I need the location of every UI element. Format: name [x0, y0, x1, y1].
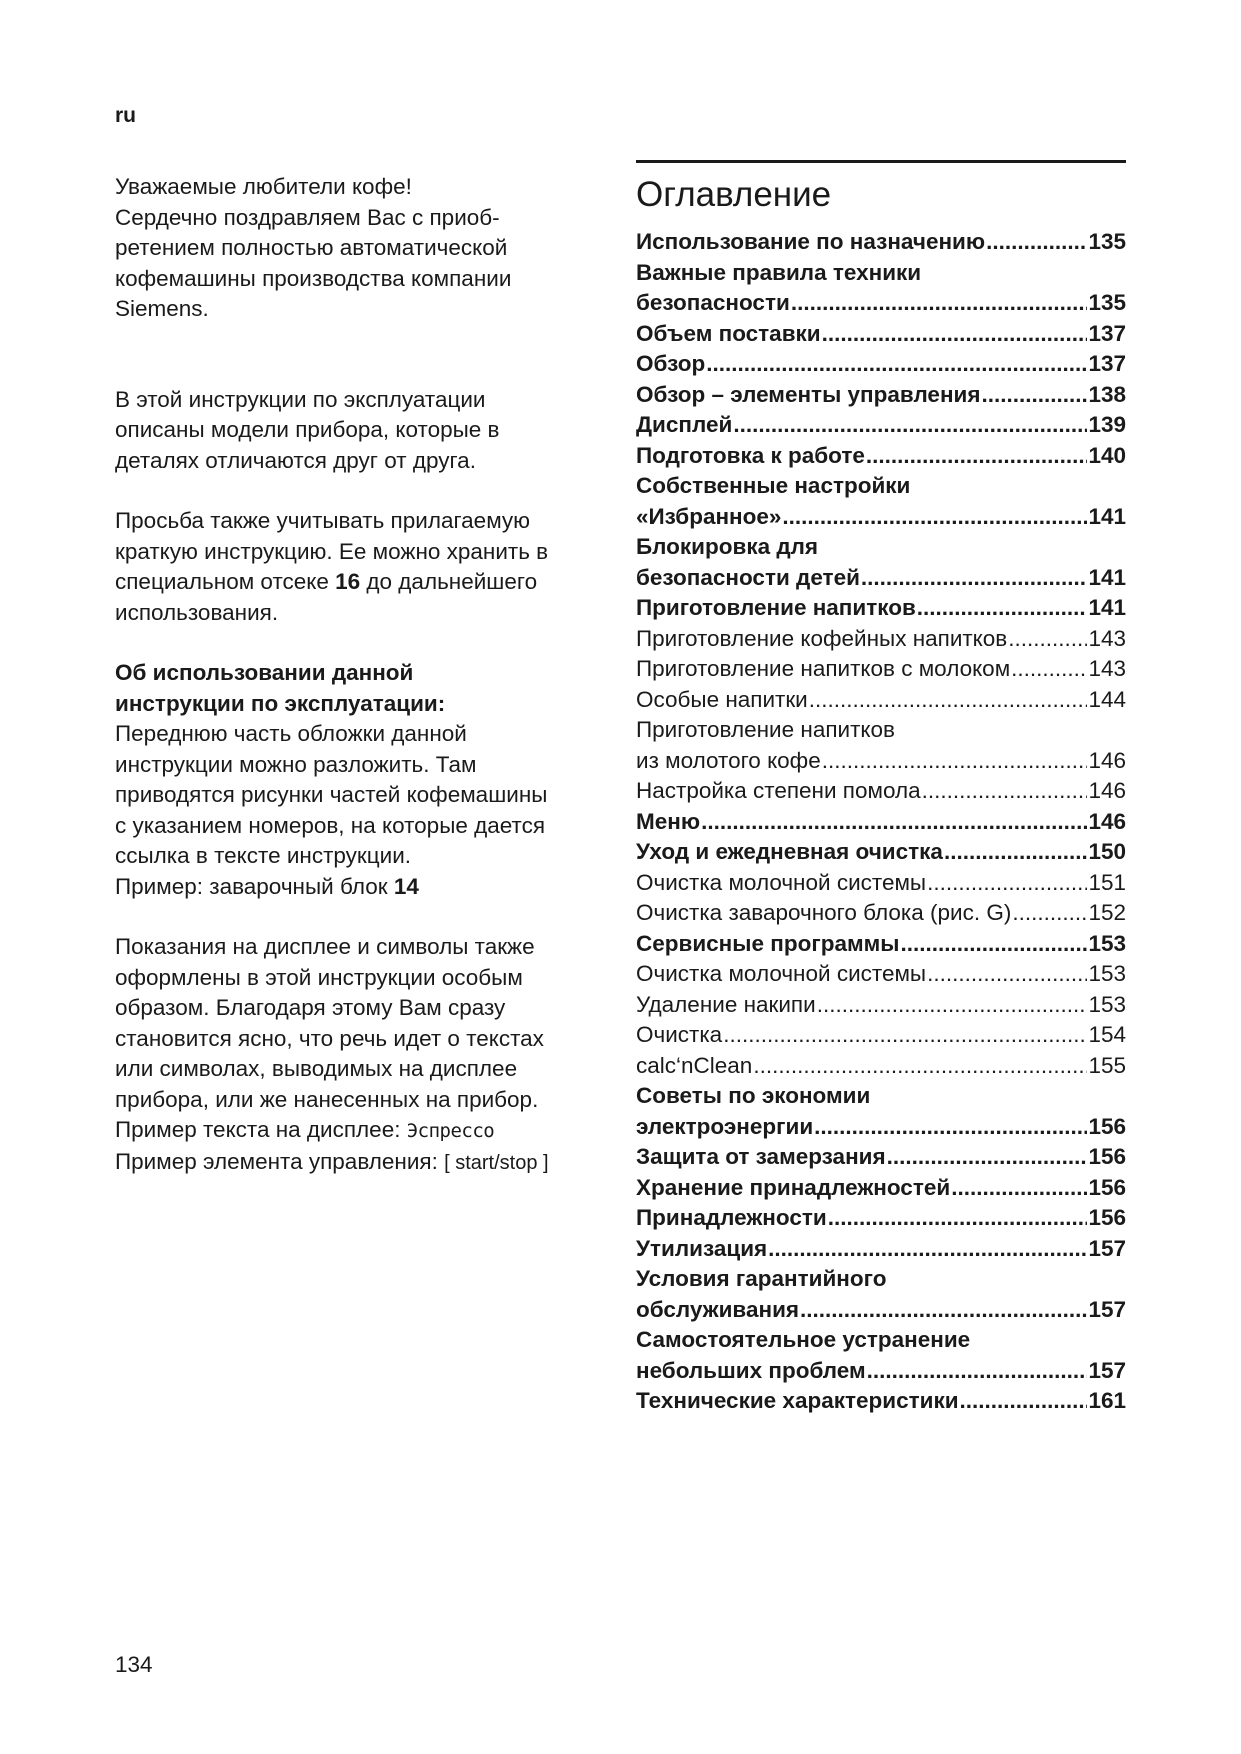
about-heading: инструкции по эксплуатации: — [115, 690, 446, 716]
intro-column — [115, 172, 610, 1178]
toc-entry-title: безопасности — [636, 290, 790, 315]
toc-entry-page: 135 — [1088, 229, 1126, 254]
toc-title: Оглавление — [636, 175, 832, 214]
toc-entry-title: Хранение принадлежностей — [636, 1174, 951, 1200]
toc-entry-title: Обзор — [636, 351, 706, 376]
toc-entry-page: 154 — [1088, 1022, 1126, 1047]
display-example — [115, 1115, 610, 1147]
toc-entry-page: 157 — [1088, 1296, 1126, 1322]
toc-entry-continued[interactable]: Приготовление напитков — [636, 717, 895, 742]
toc-entry-page: 156 — [1088, 1113, 1126, 1139]
toc-entry[interactable] — [636, 1173, 1126, 1204]
toc-dot-leader — [817, 990, 1088, 1021]
toc-entry[interactable] — [636, 1295, 1126, 1326]
display-line: оформлены в этой инструкции особым — [115, 964, 523, 990]
toc-entry-page: 146 — [1088, 808, 1126, 834]
toc-entry-page: 141 — [1088, 503, 1126, 529]
toc-dot-leader — [861, 563, 1088, 594]
toc-dot-leader — [960, 1386, 1088, 1417]
short-guide-text: до дальнейшего — [360, 569, 538, 594]
toc-dot-leader — [809, 685, 1088, 716]
toc-entry-page: 143 — [1088, 656, 1126, 681]
toc-entry-title: Меню — [636, 808, 701, 834]
toc-dot-leader — [782, 502, 1087, 533]
toc-entry-page: 140 — [1088, 442, 1126, 468]
models-paragraph — [115, 385, 610, 477]
about-line: с указанием номеров, на которые дается — [115, 812, 546, 838]
toc-entry[interactable] — [636, 1112, 1126, 1143]
toc-entry-title: Особые напитки — [636, 686, 808, 712]
short-guide-line: использования. — [115, 599, 279, 625]
models-line: В этой инструкции по эксплуатации — [115, 386, 486, 412]
example-number: 14 — [393, 873, 419, 899]
display-line: прибора, или же нанесенных на прибор. — [115, 1086, 539, 1112]
toc-dot-leader — [733, 410, 1087, 441]
toc-dot-leader — [1011, 654, 1087, 685]
toc-dot-leader — [822, 746, 1088, 777]
toc-entry[interactable] — [636, 288, 1126, 319]
control-example-value: [ start/stop ] — [444, 1151, 549, 1174]
display-line: образом. Благодаря этому Вам сразу — [115, 995, 506, 1020]
display-line: становится ясно, что речь идет о текстах — [115, 1025, 544, 1051]
toc-entry[interactable] — [636, 746, 1126, 777]
toc-entry[interactable] — [636, 837, 1126, 868]
short-guide-line — [115, 567, 610, 598]
compartment-number: 16 — [335, 569, 361, 594]
toc-dot-leader — [768, 1234, 1087, 1265]
toc-entry-continued[interactable]: Важные правила техники — [636, 259, 922, 285]
toc-entry-page: 137 — [1088, 351, 1126, 376]
toc-entry[interactable] — [636, 563, 1126, 594]
display-example-value: Эспрессо — [406, 1120, 495, 1142]
about-example — [115, 872, 610, 903]
table-of-contents — [636, 160, 1126, 1417]
toc-entry[interactable] — [636, 959, 1126, 990]
toc-dot-leader — [822, 319, 1088, 350]
control-example — [115, 1147, 610, 1179]
models-line: деталях отличаются друг от друга. — [115, 447, 476, 473]
toc-entry-continued[interactable]: Условия гарантийного — [636, 1266, 887, 1291]
models-line: описаны модели прибора, которые в — [115, 417, 500, 442]
control-example-label: Пример элемента управления: — [115, 1148, 445, 1174]
toc-entry-title: calc‘nClean — [636, 1052, 753, 1078]
toc-dot-leader — [814, 1112, 1087, 1143]
toc-entry[interactable] — [636, 502, 1126, 533]
toc-dot-leader — [986, 227, 1087, 258]
toc-entry-title: Очистка молочной системы — [636, 869, 927, 895]
toc-entry[interactable] — [636, 410, 1126, 441]
toc-dot-leader — [944, 837, 1088, 868]
about-line: приводятся рисунки частей кофемашины — [115, 782, 548, 807]
toc-entry-title: Уход и ежедневная очистка — [636, 839, 943, 864]
toc-dot-leader — [922, 776, 1088, 807]
toc-list — [636, 227, 1126, 1417]
toc-entry[interactable] — [636, 319, 1126, 350]
toc-entry-title: Сервисные программы — [636, 930, 900, 956]
toc-entry-page: 157 — [1088, 1357, 1126, 1383]
greeting-line: кофемашины производства компании — [115, 265, 512, 291]
toc-entry[interactable] — [636, 593, 1126, 624]
toc-entry-page: 146 — [1088, 778, 1126, 803]
toc-entry-title: Принадлежности — [636, 1205, 827, 1230]
toc-entry[interactable] — [636, 990, 1126, 1021]
toc-entry[interactable] — [636, 929, 1126, 960]
about-line: Переднюю часть обложки данной — [115, 721, 467, 746]
toc-entry-continued[interactable]: Самостоятельное устранение — [636, 1327, 971, 1352]
toc-entry-page: 156 — [1088, 1205, 1126, 1230]
toc-dot-leader — [982, 380, 1088, 411]
display-example-label: Пример текста на дисплее: — [115, 1117, 407, 1142]
toc-entry-page: 138 — [1088, 381, 1126, 407]
toc-entry-continued[interactable]: Собственные настройки — [636, 473, 911, 498]
about-line: ссылка в тексте инструкции. — [115, 843, 412, 868]
page-number: 134 — [115, 1652, 153, 1677]
toc-entry-page: 155 — [1088, 1052, 1126, 1078]
toc-dot-leader — [1012, 898, 1087, 929]
toc-entry-page: 146 — [1088, 747, 1126, 773]
display-line: Показания на дисплее и символы также — [115, 934, 535, 959]
toc-entry-page: 152 — [1088, 900, 1126, 925]
toc-dot-leader — [828, 1203, 1088, 1234]
toc-entry-page: 137 — [1088, 320, 1126, 346]
toc-entry[interactable] — [636, 1203, 1126, 1234]
toc-entry[interactable] — [636, 1234, 1126, 1265]
toc-entry-page: 144 — [1088, 686, 1126, 712]
toc-entry-page: 153 — [1088, 991, 1126, 1017]
toc-entry-page: 141 — [1088, 564, 1126, 590]
toc-dot-leader — [723, 1020, 1087, 1051]
toc-entry-title: безопасности детей — [636, 564, 860, 590]
toc-dot-leader — [701, 807, 1087, 838]
about-line: инструкции можно разложить. Там — [115, 751, 477, 777]
toc-entry-title: Очистка заварочного блока (рис. G) — [636, 900, 1012, 925]
greeting-paragraph — [115, 172, 610, 325]
toc-entry[interactable] — [636, 1386, 1126, 1417]
toc-entry-page: 156 — [1088, 1174, 1126, 1200]
toc-entry[interactable] — [636, 654, 1126, 685]
toc-entry[interactable] — [636, 349, 1126, 380]
toc-entry-title: Подготовка к работе — [636, 442, 865, 468]
toc-entry[interactable] — [636, 380, 1126, 411]
toc-dot-leader — [753, 1051, 1087, 1082]
toc-entry-title: Защита от замерзания — [636, 1144, 886, 1169]
toc-entry[interactable] — [636, 1356, 1126, 1387]
toc-entry-page: 141 — [1088, 595, 1126, 620]
toc-entry-title: Очистка — [636, 1022, 723, 1047]
short-guide-line: краткую инструкцию. Ее можно хранить в — [115, 538, 549, 564]
toc-entry-title: «Избранное» — [636, 503, 782, 529]
toc-entry-title: Технические характеристики — [636, 1388, 959, 1413]
toc-entry-title: Настройка степени помола — [636, 778, 921, 803]
toc-entry-title: Приготовление напитков с молоком — [636, 656, 1011, 681]
toc-entry-title: электроэнергии — [636, 1113, 814, 1139]
toc-entry[interactable] — [636, 898, 1126, 929]
toc-entry[interactable] — [636, 868, 1126, 899]
toc-entry[interactable] — [636, 441, 1126, 472]
toc-dot-leader — [791, 288, 1088, 319]
greeting-line: Сердечно поздравляем Вас с приоб- — [115, 204, 500, 230]
toc-dot-leader — [800, 1295, 1087, 1326]
toc-dot-leader — [867, 1356, 1088, 1387]
display-paragraph — [115, 932, 610, 1178]
toc-entry-page: 153 — [1088, 961, 1126, 986]
toc-entry-title: Очистка молочной системы — [636, 961, 927, 986]
toc-entry-title: Приготовление кофейных напитков — [636, 625, 1008, 651]
toc-entry-page: 161 — [1088, 1388, 1126, 1413]
toc-entry-title: из молотого кофе — [636, 747, 821, 773]
toc-entry-title: Обзор – элементы управления — [636, 381, 981, 407]
short-guide-paragraph — [115, 506, 610, 628]
example-text: Пример: заварочный блок — [115, 873, 394, 899]
language-code: ru — [115, 104, 136, 127]
toc-entry-page: 135 — [1088, 290, 1126, 315]
toc-entry-title: небольших проблем — [636, 1357, 866, 1383]
toc-entry[interactable] — [636, 807, 1126, 838]
toc-entry-page: 139 — [1088, 412, 1126, 437]
toc-entry-page: 156 — [1088, 1144, 1126, 1169]
toc-entry-continued[interactable]: Советы по экономии — [636, 1083, 871, 1108]
toc-entry[interactable] — [636, 685, 1126, 716]
toc-entry[interactable] — [636, 227, 1126, 258]
toc-entry-title: Приготовление напитков — [636, 595, 916, 620]
toc-entry-page: 153 — [1088, 930, 1126, 956]
toc-entry-title: Дисплей — [636, 412, 733, 437]
toc-entry[interactable] — [636, 1051, 1126, 1082]
greeting-line: Уважаемые любители кофе! — [115, 174, 412, 199]
toc-dot-leader — [887, 1142, 1088, 1173]
short-guide-line: Просьба также учитывать прилагаемую — [115, 508, 531, 533]
toc-top-rule — [636, 160, 1126, 163]
greeting-line: Siemens. — [115, 296, 209, 321]
toc-entry-page: 150 — [1088, 839, 1126, 864]
toc-entry[interactable] — [636, 1142, 1126, 1173]
toc-dot-leader — [866, 441, 1088, 472]
toc-entry[interactable] — [636, 624, 1126, 655]
toc-entry-title: обслуживания — [636, 1296, 800, 1322]
toc-dot-leader — [927, 959, 1087, 990]
toc-entry-continued[interactable]: Блокировка для — [636, 534, 819, 559]
toc-dot-leader — [1008, 624, 1087, 655]
greeting-line: ретением полностью автоматической — [115, 235, 508, 260]
toc-entry-page: 143 — [1088, 625, 1126, 651]
short-guide-text: специальном отсеке — [115, 569, 336, 594]
toc-dot-leader — [951, 1173, 1087, 1204]
toc-dot-leader — [917, 593, 1088, 624]
toc-entry[interactable] — [636, 776, 1126, 807]
toc-entry-title: Использование по назначению — [636, 229, 986, 254]
toc-entry-title: Утилизация — [636, 1235, 768, 1261]
toc-entry-page: 151 — [1088, 869, 1126, 895]
toc-dot-leader — [927, 868, 1087, 899]
toc-dot-leader — [706, 349, 1087, 380]
toc-entry-page: 157 — [1088, 1235, 1126, 1261]
about-paragraph — [115, 658, 610, 902]
toc-entry-title: Объем поставки — [636, 320, 821, 346]
about-heading: Об использовании данной — [115, 660, 414, 685]
toc-dot-leader — [900, 929, 1087, 960]
toc-entry[interactable] — [636, 1020, 1126, 1051]
display-line: или символах, выводимых на дисплее — [115, 1056, 518, 1081]
toc-entry-title: Удаление накипи — [636, 991, 816, 1017]
